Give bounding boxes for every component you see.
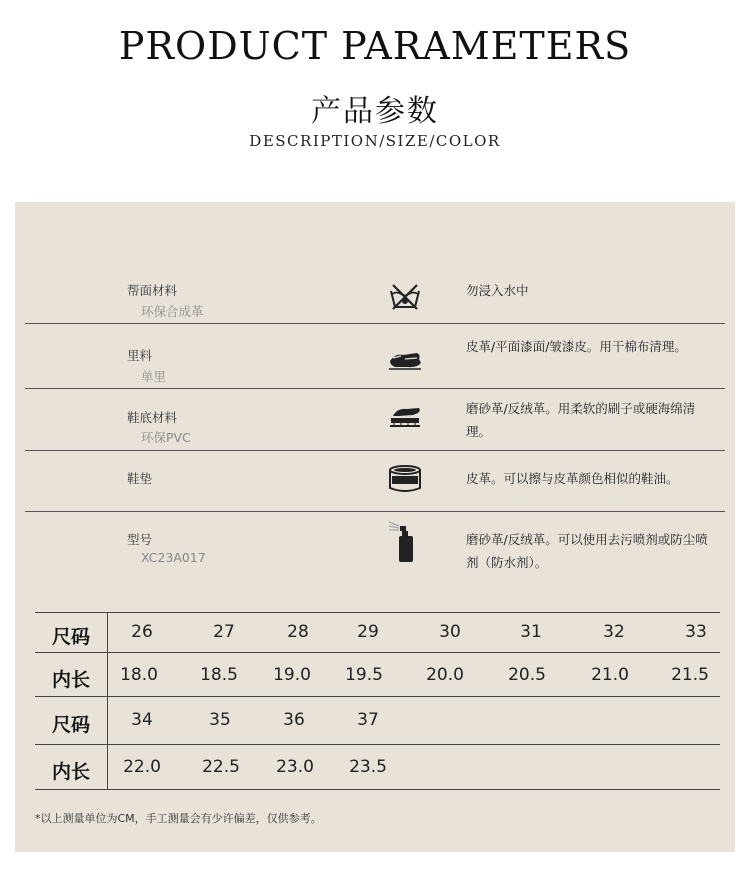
divider bbox=[25, 323, 725, 324]
length-cell: 20.0 bbox=[426, 665, 464, 685]
size-cell: 33 bbox=[685, 622, 707, 642]
length-cell: 19.0 bbox=[273, 665, 311, 685]
table-line bbox=[35, 744, 720, 745]
footnote: *以上测量单位为CM，手工测量会有少许偏差，仅供参考。 bbox=[35, 812, 322, 825]
care-text: 勿浸入水中 bbox=[466, 283, 529, 298]
length-cell: 22.0 bbox=[123, 757, 161, 777]
table-line bbox=[35, 789, 720, 790]
care-text: 磨砂革/反绒革。用柔软的刷子或硬海绵清理。 bbox=[466, 401, 696, 439]
size-cell: 31 bbox=[520, 622, 542, 642]
param-label: 鞋底材料 bbox=[127, 410, 178, 425]
divider bbox=[25, 388, 725, 389]
size-cell: 30 bbox=[439, 622, 461, 642]
table-line bbox=[35, 696, 720, 697]
length-cell: 18.5 bbox=[200, 665, 238, 685]
size-cell: 36 bbox=[283, 710, 305, 730]
param-label: 里料 bbox=[127, 348, 153, 363]
cloth-wipe-icon bbox=[387, 341, 423, 377]
care-text: 皮革/平面漆面/皱漆皮。用干棉布清理。 bbox=[466, 339, 687, 354]
table-vertical-line bbox=[107, 612, 108, 789]
size-cell: 27 bbox=[213, 622, 235, 642]
size-cell: 32 bbox=[603, 622, 625, 642]
size-cell: 37 bbox=[357, 710, 379, 730]
title-english: PRODUCT PARAMETERS bbox=[118, 24, 632, 68]
subtitle: DESCRIPTION/SIZE/COLOR bbox=[249, 132, 501, 150]
care-text: 磨砂革/反绒革。可以使用去污喷剂或防尘喷剂（防水剂）。 bbox=[466, 532, 708, 570]
param-value: 环保合成革 bbox=[141, 304, 204, 319]
length-cell: 21.5 bbox=[671, 665, 709, 685]
title-chinese: 产品参数 bbox=[311, 94, 439, 129]
length-cell: 22.5 bbox=[202, 757, 240, 777]
row-header-size: 尺码 bbox=[51, 714, 90, 736]
size-cell: 28 bbox=[287, 622, 309, 642]
care-text: 皮革。可以擦与皮革颜色相似的鞋油。 bbox=[466, 471, 679, 486]
param-value: 单里 bbox=[141, 369, 167, 384]
param-label: 鞋垫 bbox=[127, 471, 153, 486]
length-cell: 23.5 bbox=[349, 757, 387, 777]
length-cell: 19.5 bbox=[345, 665, 383, 685]
spray-icon bbox=[387, 520, 423, 564]
size-cell: 29 bbox=[357, 622, 379, 642]
length-cell: 20.5 bbox=[508, 665, 546, 685]
size-cell: 34 bbox=[131, 710, 153, 730]
param-label: 型号 bbox=[127, 532, 153, 547]
row-header-size: 尺码 bbox=[51, 626, 90, 648]
param-value: XC23A017 bbox=[141, 550, 206, 565]
brush-icon bbox=[387, 400, 423, 436]
table-line bbox=[35, 652, 720, 653]
size-cell: 26 bbox=[131, 622, 153, 642]
row-header-length: 内长 bbox=[51, 669, 90, 691]
size-cell: 35 bbox=[209, 710, 231, 730]
shoe-polish-icon bbox=[387, 461, 423, 497]
length-cell: 21.0 bbox=[591, 665, 629, 685]
row-header-length: 内长 bbox=[51, 761, 90, 783]
parameter-panel bbox=[15, 202, 735, 852]
table-line bbox=[35, 612, 720, 613]
length-cell: 18.0 bbox=[120, 665, 158, 685]
no-wash-icon bbox=[387, 279, 423, 315]
divider bbox=[25, 450, 725, 451]
divider bbox=[25, 511, 725, 512]
param-label: 帮面材料 bbox=[127, 283, 178, 298]
param-value: 环保PVC bbox=[141, 430, 191, 445]
length-cell: 23.0 bbox=[276, 757, 314, 777]
